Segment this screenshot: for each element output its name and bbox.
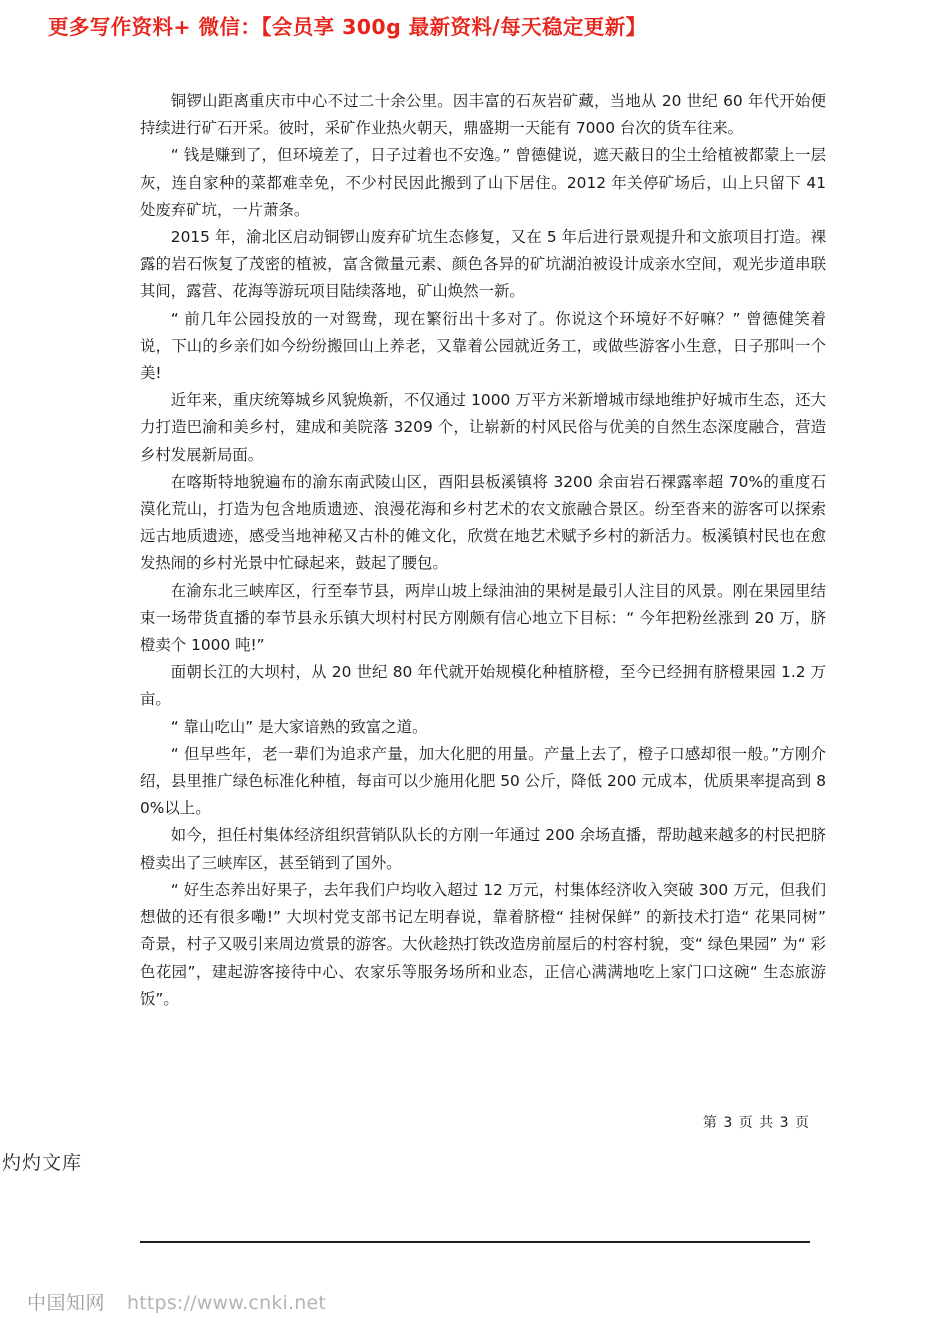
paragraph: 面朝长江的大坝村，从 20 世纪 80 年代就开始规模化种植脐橙，至今已经拥有脐橙果园 1.2 万亩。: [140, 663, 826, 709]
paragraph: 如今，担任村集体经济组织营销队队长的方刚一年通过 200 余场直播，帮助越来越多的村民把脐橙卖出了三峡库区，甚至销到了国外。: [140, 826, 826, 872]
cnki-brand-name: 中国知网: [27, 1292, 106, 1314]
paragraph: 铜锣山距离重庆市中心不过二十余公里。因丰富的石灰岩矿藏，当地从 20 世纪 60 年代开始便持续进行矿石开采。彼时，采矿作业热火朝天，鼎盛期一天能有 7000 台次的货车往来。: [140, 92, 826, 138]
cnki-footer: [27, 1288, 326, 1315]
paragraph: 在喀斯特地貌遍布的渝东南武陵山区，酉阳县板溪镇将 3200 余亩岩石裸露率超 70%的重度石漠化荒山，打造为包含地质遗迹、浪漫花海和乡村艺术的农文旅融合景区。纷至沓来的游客可以探索远古地质遗迹，感受当地神秘又古朴的傩文化，欣赏在地艺术赋予乡村的新活力。板溪镇村民也在愈发热闹的乡村光景中忙碌起来，鼓起了腰包。: [140, 472, 826, 573]
paragraph: “ 钱是赚到了，但环境差了，日子过着也不安逸。” 曾德健说，遮天蔽日的尘土给植被都蒙上一层灰，连自家种的菜都难幸免，不少村民因此搬到了山下居住。2012 年关停矿场后，山上只留下 41 处废弃矿坑，一片萧条。: [140, 146, 826, 219]
paragraph: “ 好生态养出好果子，去年我们户均收入超过 12 万元，村集体经济收入突破 300 万元，但我们想做的还有很多嘞!” 大坝村党支部书记左明春说，靠着脐橙“ 挂树保鲜” 的新技术打造“ 花果同树” 奇景，村子又吸引来周边赏景的游客。大伙趁热打铁改造房前屋后的村容村貌，变“ 绿色果园” 为“ 彩色花园”，建起游客接待中心、农家乐等服务场所和业态，正信心满满地吃上家门口这碗“ 生态旅游饭”。: [140, 880, 826, 1008]
cnki-url[interactable]: https://www.cnki.net: [127, 1292, 327, 1314]
paragraph: “ 前几年公园投放的一对鸳鸯，现在繁衍出十多对了。你说这个环境好不好嘛？” 曾德健笑着说，下山的乡亲们如今纷纷搬回山上养老，又靠着公园就近务工，或做些游客小生意，日子那叫一个美!: [140, 309, 826, 383]
footer-divider: [140, 1241, 810, 1243]
paragraph: “ 但早些年，老一辈们为追求产量，加大化肥的用量。产量上去了，橙子口感却很一般。”方刚介绍，县里推广绿色标准化种植，每亩可以少施用化肥 50 公斤，降低 200 元成本，优质果率提高到 80%以上。: [140, 744, 826, 818]
paragraph: 在渝东北三峡库区，行至奉节县，两岸山坡上绿油油的果树是最引人注目的风景。刚在果园里结束一场带货直播的奉节县永乐镇大坝村村民方刚颇有信心地立下目标：“ 今年把粉丝涨到 20 万，脐橙卖个 1000 吨!”: [140, 581, 826, 655]
promo-banner-text: 更多写作资料+ 微信：【会员享 300g 最新资料/每天稳定更新】: [48, 15, 647, 39]
paragraph: 近年来，重庆统筹城乡风貌焕新，不仅通过 1000 万平方米新增城市绿地维护好城市生态，还大力打造巴渝和美乡村，建成和美院落 3209 个，让崭新的村风民俗与优美的自然生态深度融合，营造乡村发展新局面。: [140, 391, 826, 464]
paragraph: 2015 年，渝北区启动铜锣山废弃矿坑生态修复，又在 5 年后进行景观提升和文旅项目打造。裸露的岩石恢复了茂密的植被，富含微量元素、颜色各异的矿坑湖泊被设计成亲水空间，观光步道串联其间，露营、花海等游玩项目陆续落地，矿山焕然一新。: [140, 228, 826, 301]
paragraph: “ 靠山吃山” 是大家谙熟的致富之道。: [170, 717, 428, 736]
page-number: 第 3 页 共 3 页: [702, 1115, 810, 1131]
document-body: [140, 88, 826, 1013]
library-watermark: 灼灼文库: [2, 1152, 83, 1174]
